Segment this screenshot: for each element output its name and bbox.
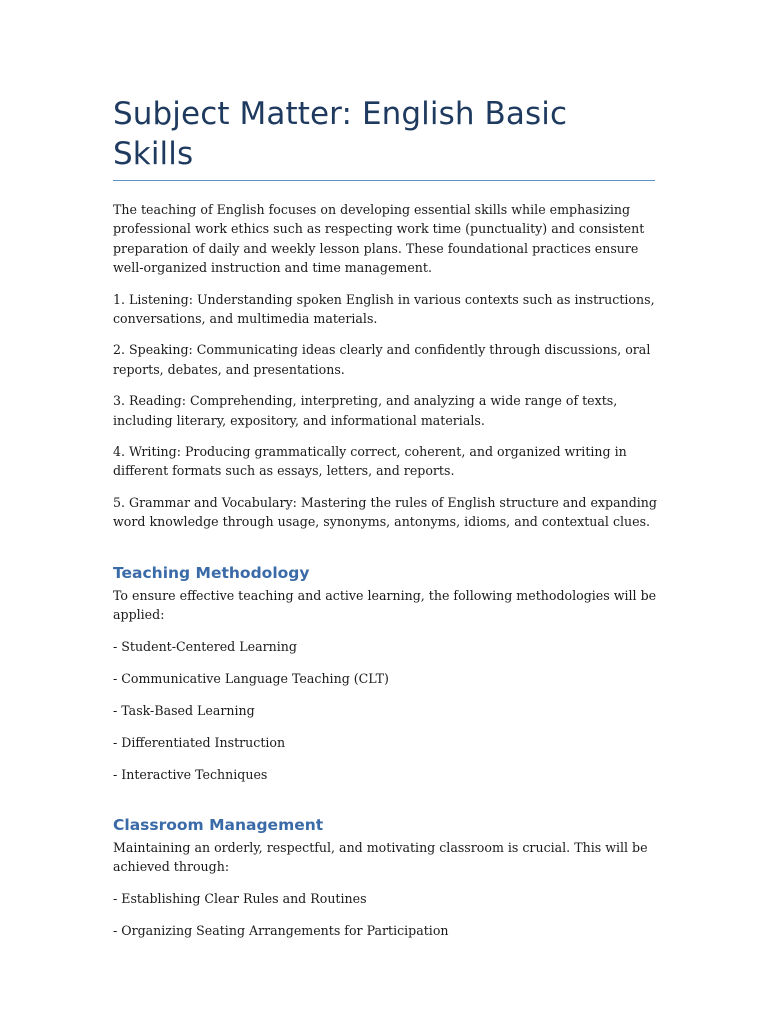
methodology-item: - Differentiated Instruction xyxy=(113,735,286,751)
document-title: Subject Matter: English Basic Skills xyxy=(113,96,568,172)
classroom-intro-paragraph: Maintaining an orderly, respectful, and motivating classroom is crucial. This will be achieved through: xyxy=(113,839,648,874)
skill-listening: 1. Listening: Understanding spoken English in various contexts such as instructions, conversations, and multimedia materials. xyxy=(113,291,655,327)
methodology-item: - Student-Centered Learning xyxy=(113,639,297,655)
skill-grammar-vocabulary: 5. Grammar and Vocabulary: Mastering the rules of English structure and expanding word knowledge through usage, synonyms, antonyms, idioms, and contextual clues. xyxy=(113,494,657,530)
document-page xyxy=(113,94,657,940)
classroom-item: - Establishing Clear Rules and Routines xyxy=(113,890,367,906)
classroom-management-heading: Classroom Management xyxy=(113,815,324,834)
skill-writing: 4. Writing: Producing grammatically correct, coherent, and organized writing in different formats such as essays, letters, and reports. xyxy=(113,444,627,479)
methodology-item: - Communicative Language Teaching (CLT) xyxy=(113,671,389,687)
classroom-item: - Organizing Seating Arrangements for Participation xyxy=(113,922,449,938)
skill-speaking: 2. Speaking: Communicating ideas clearly and confidently through discussions, oral reports, debates, and presentations. xyxy=(113,342,651,377)
methodology-item: - Task-Based Learning xyxy=(113,703,255,719)
teaching-methodology-heading: Teaching Methodology xyxy=(113,563,310,582)
methodology-intro-paragraph: To ensure effective teaching and active learning, the following methodologies will be applied: xyxy=(113,587,657,623)
intro-paragraph: The teaching of English focuses on developing essential skills while emphasizing professional work ethics such as respecting work time (punctuality) and consistent preparation of daily and weekly lesson plans. These foundational practices ensure well-organized instruction and time management. xyxy=(113,202,645,276)
skill-reading: 3. Reading: Comprehending, interpreting, and analyzing a wide range of texts, including literary, expository, and informational materials. xyxy=(113,393,618,428)
methodology-item: - Interactive Techniques xyxy=(113,767,268,783)
title-underline-rule xyxy=(113,180,655,181)
